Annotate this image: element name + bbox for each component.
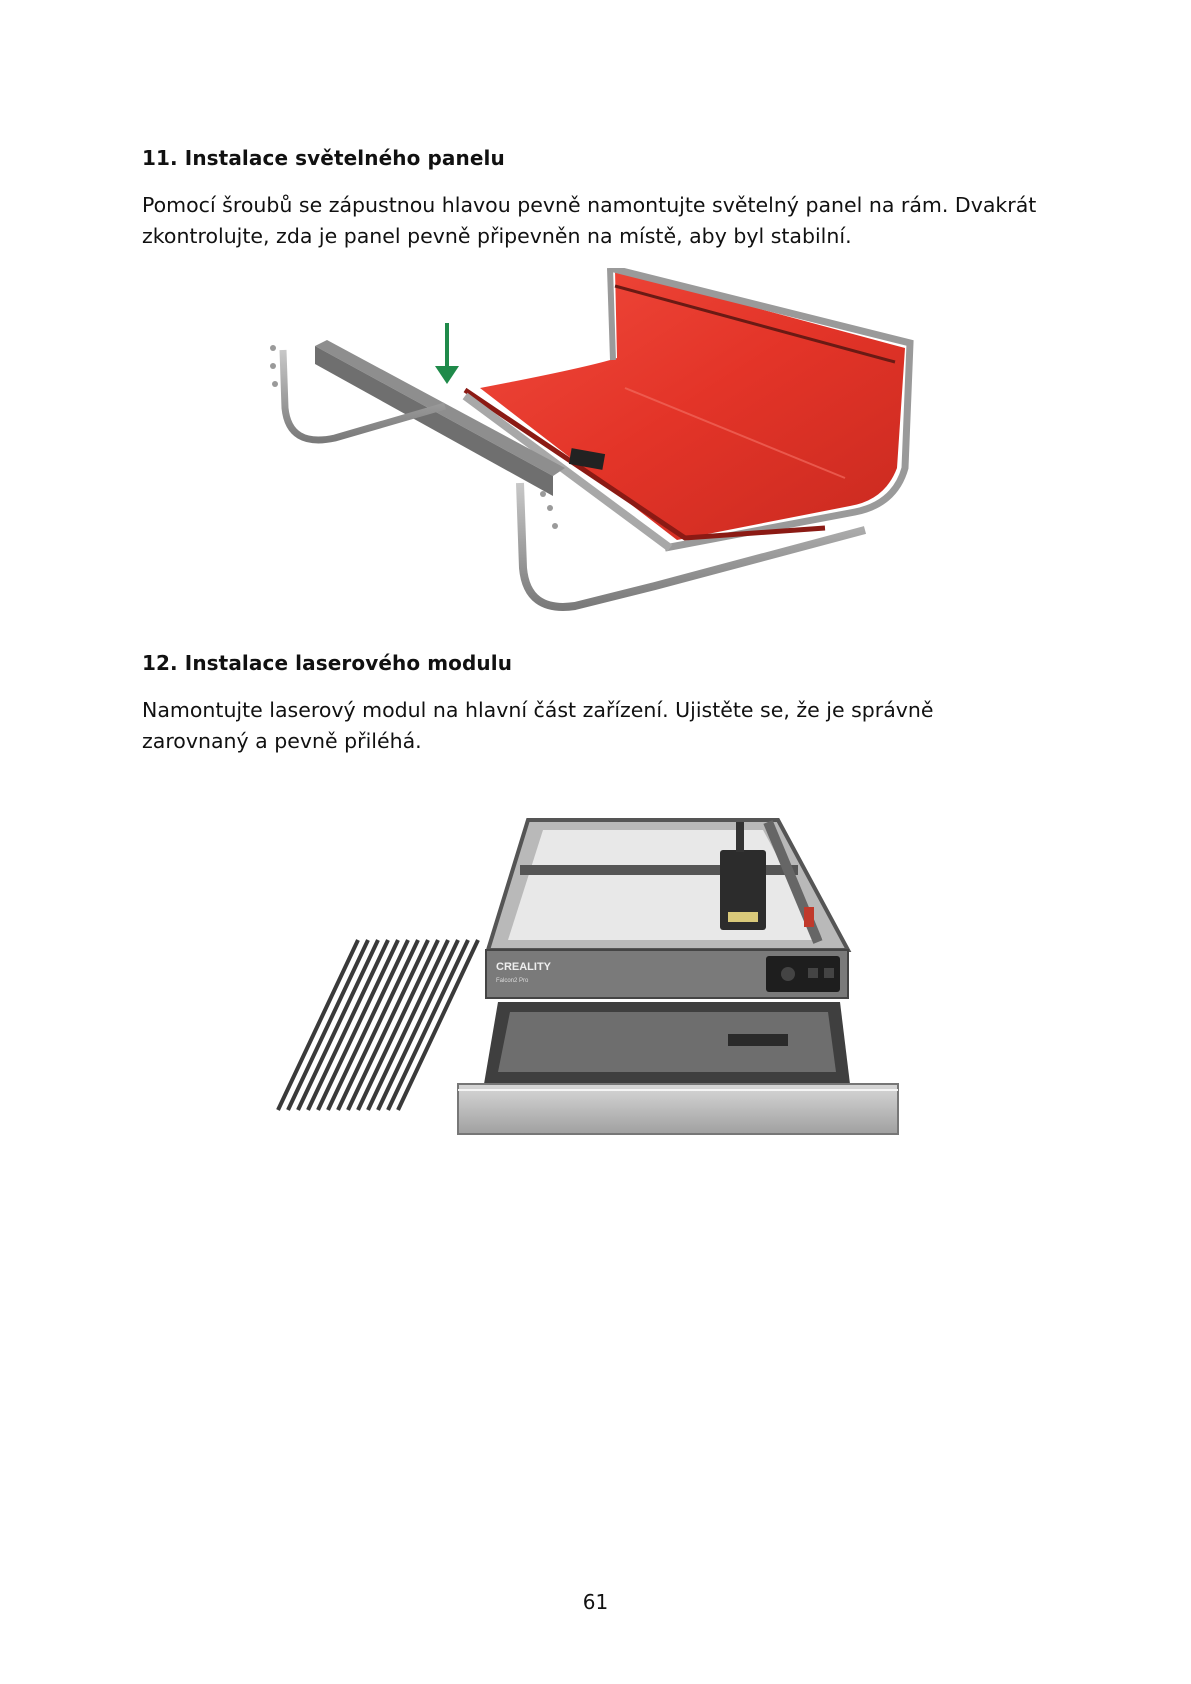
light-panel-drawing [265, 268, 927, 624]
section-12-heading: 12. Instalace laserového modulu [142, 651, 513, 675]
model-label: Falcon2 Pro [496, 978, 529, 984]
brand-logo: CREALITY [496, 961, 551, 973]
page-number: 61 [582, 1590, 609, 1614]
red-light-panel [480, 270, 905, 540]
laser-engraver-drawing [258, 772, 930, 1158]
laser-engraver-illustration [258, 772, 930, 1158]
slat-bed [278, 940, 478, 1110]
section-11-text: Pomocí šroubů se zápustnou hlavou pevně namontujte světelný panel na rám. Dvakrát zkontrolujte, zda je panel pevně připevněn na místě, aby byl stabilní. [142, 193, 1037, 248]
light-panel-illustration [265, 268, 927, 624]
home-button-icon [781, 967, 795, 981]
section-11-heading: 11. Instalace světelného panelu [142, 146, 505, 170]
drawer-tray [458, 1084, 898, 1134]
section-12-text: Namontujte laserový modul na hlavní část zařízení. Ujistěte se, že je správně zarovnaný a pevně přiléhá. [142, 698, 934, 753]
